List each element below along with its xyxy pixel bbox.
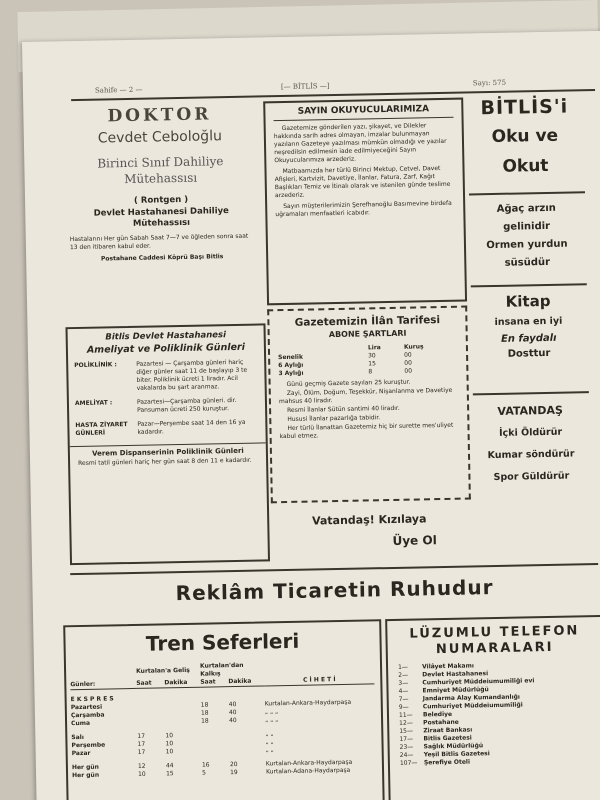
trains-header-arrival: Kurtalan'a Geliş xyxy=(136,666,190,675)
tariff-row-lira: 8 xyxy=(368,368,373,376)
doctor-specialty-1: Birinci Sınıf Dahiliye xyxy=(97,154,224,171)
phone-name: Bitlis Gazetesi xyxy=(423,734,472,743)
banner-top-rule xyxy=(70,563,598,575)
phones-title-1: LÜZUMLU TELEFON xyxy=(409,623,580,642)
tariff-row-label: 3 Aylığı xyxy=(278,369,304,378)
train-arr-m: 44 xyxy=(165,762,174,770)
tariff-note-4: Hususi İlanlar pazarlığa tabidir. xyxy=(287,414,381,423)
trains-title: Tren Seferleri xyxy=(145,628,300,656)
trains-header-dakika: Dakika xyxy=(164,678,188,687)
train-dep-m: 40 xyxy=(228,701,237,709)
ameliyat-label: AMELİYAT : xyxy=(74,399,113,408)
phone-name: Şerefiye Oteli xyxy=(423,758,471,767)
doctor-ad xyxy=(63,104,258,265)
ziyaret-text: Pazar—Perşembe saat 14 den 16 ya kadardır. xyxy=(137,418,246,436)
tree-ad-line-1: Ağaç arzın xyxy=(496,202,556,215)
train-day: Her gün xyxy=(71,763,99,772)
train-day: Çarşamba xyxy=(70,711,105,720)
train-day: Her gün xyxy=(72,771,100,780)
train-dep-h xyxy=(201,725,229,740)
tariff-note-5: Her türlü İlanattan Gazetemiz hiç bir surette mes'uliyet kabul etmez. xyxy=(279,421,454,441)
train-arr-m: 15 xyxy=(166,770,174,778)
phones-table xyxy=(398,661,536,768)
phone-name: Jandarma Alay Kumandanlığı xyxy=(422,693,521,703)
tariff-note-2: Zayi, Ölüm, Doğum, Teşekkür, Nişanlanma ve Davetiye mahsus 40 liradır. xyxy=(278,386,453,406)
train-dep-h: 16 xyxy=(201,761,210,769)
trains-section: E K S P R E S xyxy=(70,684,374,704)
right-divider-3 xyxy=(473,391,589,395)
tariff-row-label: 6 Aylığı xyxy=(278,361,304,370)
phone-name: Sağlık Müdürlüğü xyxy=(423,742,484,751)
doctor-specialty-2: Mütehassısı xyxy=(124,170,198,187)
train-dep-h: 5 xyxy=(202,769,206,777)
train-direction: Kurtalan-Ankara-Haydarpaşa xyxy=(265,758,353,768)
phone-number: 17— xyxy=(399,735,414,743)
hospital-row xyxy=(74,358,261,394)
citizen-ad-line-4: Spor Güldürür xyxy=(493,470,570,484)
readers-notice-title: SAYIN OKUYUCULARIMIZA xyxy=(273,104,453,121)
readers-notice-p1: Gazetemize gönderilen yazı, şikayet, ve Dilekler hakkında sarih adres olmayan, imzalar bulunmayan yazıların Gazeteye yazılması mümkün olmadığı ve yazılar neşredilsin edilmesin iade edilmiyeceğini Sayın Okuyucularımıza arzederiz. xyxy=(273,122,447,165)
tariff-row-label: Senelik xyxy=(278,353,304,362)
header-center: [— BİTLİS —] xyxy=(280,82,330,92)
citizen-ad-line-1: VATANDAŞ xyxy=(497,403,563,418)
tariff-row-kurus: 00 xyxy=(404,359,412,367)
tariff-box xyxy=(267,306,471,504)
poliklinik-text: Pazartesi — Çarşamba günleri hariç diğer günler saat 11 de başlayıp 3 te biter. Poliklinik ücreti 1 liradır. Acil vakalarda bu şart aranmaz. xyxy=(136,358,248,392)
train-arr-h: 17 xyxy=(137,732,146,740)
header-left: Sahife — 2 — xyxy=(94,85,143,95)
ameliyat-text: Pazartesi—Çarşamba günleri. dir. Pansuman ücreti 250 kuruştur. xyxy=(136,396,237,414)
train-direction: „ „ xyxy=(265,746,274,754)
doctor-hours: Hastalarını Her gün Sabah Saat 7—7 ve öğleden sonra saat 13 den itibaren kabul eder. xyxy=(69,232,249,252)
train-dep-m: 40 xyxy=(228,717,237,725)
phones-title-2: NUMARALARI xyxy=(435,639,554,658)
phone-number: 9— xyxy=(398,703,409,711)
bitlis-ad-line-3: Okut xyxy=(502,155,549,177)
tree-ad xyxy=(465,199,588,273)
phone-number: 107— xyxy=(399,759,418,767)
phone-number: 15— xyxy=(399,727,414,735)
doctor-dept-3: Mütehassısı xyxy=(132,217,191,229)
phone-name: Ziraat Bankası xyxy=(423,726,473,735)
verem-title: Verem Dispanserinin Poliklinik Günleri xyxy=(91,446,244,458)
tariff-note-1: Günü geçmiş Gazete sayıları 25 kuruştur. xyxy=(286,378,411,388)
phone-name: Vilâyet Makamı xyxy=(422,662,474,671)
trains-box xyxy=(63,619,385,800)
train-day: Salı xyxy=(71,733,84,742)
tariff-row-lira: 30 xyxy=(368,352,376,360)
phone-number: 2— xyxy=(398,671,409,679)
red-crescent-line-1: Vatandaş! Kızılaya xyxy=(311,512,427,528)
train-arr-h: 17 xyxy=(137,740,146,748)
readers-notice-p3: Sayın müşterilerimizin Şerefhanoğlu Basımevine birdefa uğramaları menfaatleri icabıdır. xyxy=(275,199,452,219)
phone-name: Belediye xyxy=(422,710,453,719)
train-day: Pazartesi xyxy=(70,703,103,712)
train-day: Pazar xyxy=(71,749,91,758)
train-direction: Kurtalan-Adana-Haydarpaşa xyxy=(265,766,351,776)
doctor-name: Cevdet Ceboloğlu xyxy=(97,128,223,147)
citizen-ad-line-3: Kumar söndürür xyxy=(487,448,575,462)
newspaper-page xyxy=(22,30,600,800)
book-ad-line-3: En faydalı xyxy=(500,332,557,345)
tariff-subtitle: ABONE ŞARTLARI xyxy=(328,328,407,340)
tree-ad-line-2: gelinidir xyxy=(503,220,551,233)
bitlis-ad-line-1: BİTLİS'i xyxy=(480,95,569,120)
train-dep-m: 20 xyxy=(229,760,238,769)
citizen-ad-line-2: İçki Öldürür xyxy=(498,426,563,439)
tariff-col-lira: Lira xyxy=(367,344,381,352)
phone-number: 24— xyxy=(399,751,414,759)
hospital-table xyxy=(74,358,261,438)
citizen-ad xyxy=(469,399,593,489)
phone-number: 3— xyxy=(398,679,409,687)
trains-header-saat: Saat xyxy=(136,679,152,687)
bitlis-ad xyxy=(463,95,587,177)
phone-name: Cumhuriyet Müddeiumumiliği xyxy=(422,701,523,711)
train-dep-h: 18 xyxy=(200,701,209,709)
header-right: Sayı: 575 xyxy=(472,78,507,88)
train-arr-m: 10 xyxy=(165,748,174,756)
hospital-title-1: Bitlis Devlet Hastahanesi xyxy=(105,330,227,343)
train-direction: „ „ xyxy=(265,738,274,746)
train-direction: „ „ „ xyxy=(264,716,279,724)
train-arr-m: 10 xyxy=(165,732,174,740)
readers-notice-box xyxy=(263,98,467,306)
phone-name: Devlet Hastahanesi xyxy=(422,670,489,679)
book-ad xyxy=(467,291,590,360)
train-dep-m xyxy=(229,724,265,739)
hospital-box xyxy=(65,323,270,565)
book-ad-line-1: Kitap xyxy=(505,291,551,311)
trains-table xyxy=(70,659,376,780)
train-arr-h: 17 xyxy=(137,748,146,756)
tariff-title: Gazetemizin İlân Tarifesi xyxy=(294,314,441,329)
phone-name: Emniyet Müdürlüğü xyxy=(422,686,489,695)
train-day: Perşembe xyxy=(71,741,106,750)
tariff-note-3: Resmi İlanlar Sütün santimi 40 liradır. xyxy=(287,404,400,414)
phone-number: 1— xyxy=(398,663,408,671)
tariff-row-kurus: 00 xyxy=(404,367,413,375)
trains-header-saat: Saat xyxy=(200,678,216,686)
red-crescent-line-2: Üye Ol xyxy=(392,533,437,548)
book-ad-line-4: Dosttur xyxy=(507,347,551,360)
hospital-title-2: Ameliyat ve Poliklinik Günleri xyxy=(86,341,246,356)
train-direction: Kurtalan-Ankara-Haydarpaşa xyxy=(264,698,352,708)
trains-header-days: Günler: xyxy=(70,680,96,689)
tariff-row-kurus: 00 xyxy=(404,351,412,359)
bitlis-ad-line-2: Oku ve xyxy=(491,125,559,147)
book-ad-line-2: insana en iyi xyxy=(494,315,563,328)
poliklinik-label: POLİKLİNİK : xyxy=(74,361,117,370)
train-dep-m: 19 xyxy=(229,768,238,777)
phone-number: 4— xyxy=(398,687,409,695)
train-direction: „ „ xyxy=(265,730,274,738)
tariff-row-lira: 15 xyxy=(368,360,376,368)
phone-name: Postahane xyxy=(423,718,459,727)
tariff-col-kurus: Kuruş xyxy=(403,343,424,351)
verem-text: Resmi tatil günleri hariç her gün saat 8 den 11 e kadardır. xyxy=(78,456,252,468)
trains-header-departure: Kurtalan'dan Kalkış xyxy=(199,661,244,678)
red-crescent-ad xyxy=(271,512,468,551)
phone-number: 11— xyxy=(398,711,413,719)
train-arr-m: 10 xyxy=(165,740,174,748)
phones-box xyxy=(385,615,600,800)
tree-ad-line-4: süsüdür xyxy=(504,256,551,269)
phone-number: 12— xyxy=(399,719,413,727)
right-divider-2 xyxy=(471,283,587,287)
right-divider-1 xyxy=(469,191,585,195)
doctor-address: Postahane Caddesi Köprü Başı Bitlis xyxy=(100,253,224,263)
doctor-dept-2: Devlet Hastahanesi Dahiliye xyxy=(93,206,229,219)
train-arr-h: 10 xyxy=(138,770,146,778)
tariff-table xyxy=(278,343,449,378)
phone-number: 23— xyxy=(399,743,414,751)
tree-ad-line-3: Ormen yurdun xyxy=(486,238,568,252)
phone-name: Cumhuriyet Müddeiumumiliği evi xyxy=(422,677,535,687)
doctor-dept-1: ( Rontgen ) xyxy=(133,194,189,206)
trains-header-direction: C İ H E T İ xyxy=(302,676,336,684)
train-day: Cuma xyxy=(71,719,91,728)
doctor-title: DOKTOR xyxy=(107,104,212,127)
train-direction: „ „ „ xyxy=(264,708,279,716)
readers-notice-p2: Matbaamızda her türlü Birinci Mektup, Cetvel, Davet Afişleri, Kartvizit, Davetiye, İlanlar, Fatura, Zarf, Kağıt Başlıkları Temiz ve İtinalı olarak ve istenilen günde teslime arzederiz. xyxy=(274,164,451,200)
train-dep-h: 18 xyxy=(201,717,209,725)
banner: Reklâm Ticaretin Ruhudur xyxy=(175,575,494,606)
train-arr-h: 12 xyxy=(137,762,146,770)
phone-row xyxy=(400,757,536,768)
ziyaret-label: HASTA ZİYARET GÜNLERİ xyxy=(75,421,128,438)
phone-number: 7— xyxy=(398,695,409,703)
train-dep-h: 18 xyxy=(200,709,209,717)
trains-header-dakika: Dakika xyxy=(228,677,252,686)
train-dep-m: 40 xyxy=(228,709,237,717)
phone-name: Yeşil Bitlis Gazetesi xyxy=(423,750,490,759)
hospital-row xyxy=(75,412,261,438)
